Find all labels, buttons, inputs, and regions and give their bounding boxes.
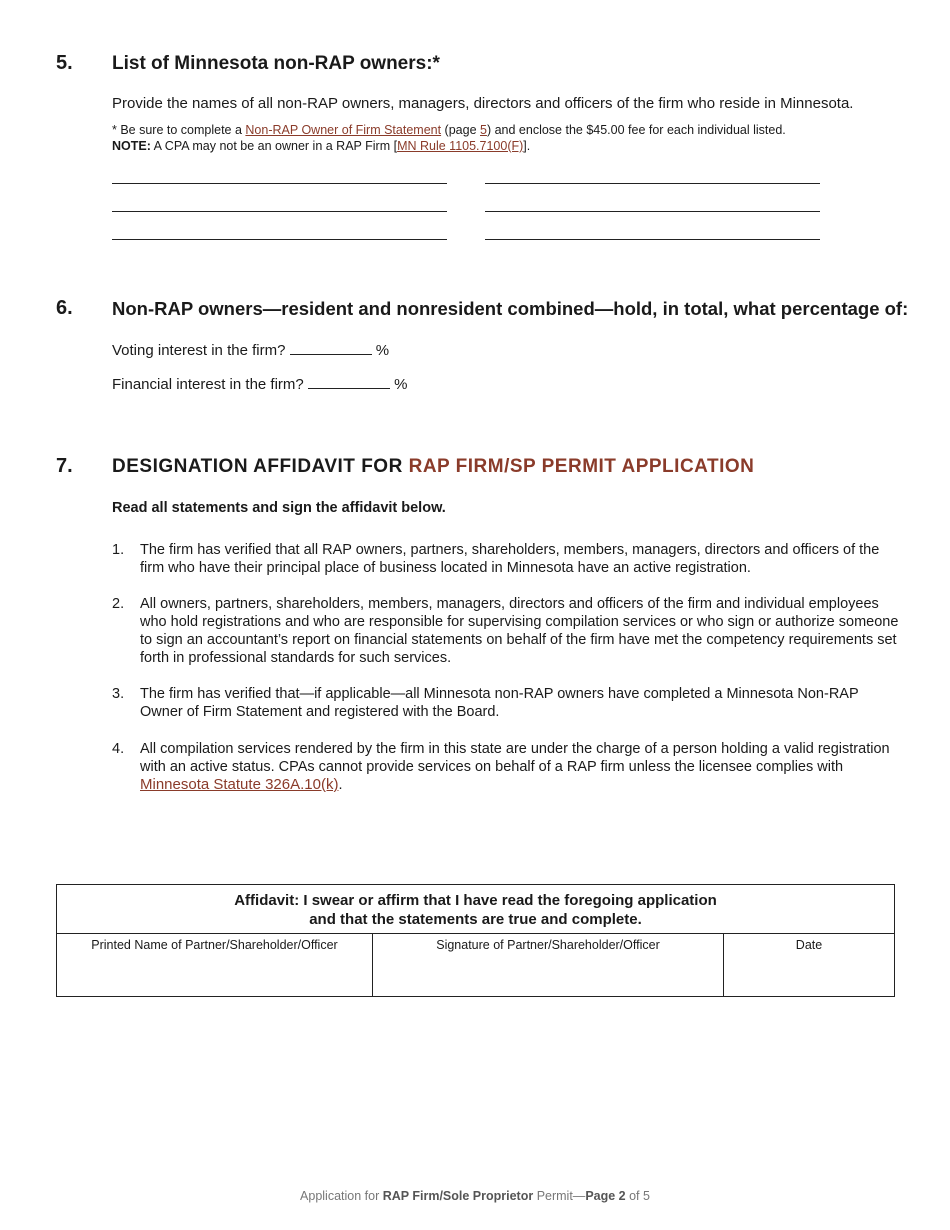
owner-name-line-1[interactable] [112, 183, 447, 184]
owner-name-line-4[interactable] [485, 211, 820, 212]
date-field[interactable]: Date [724, 934, 895, 997]
section-7-title: DESIGNATION AFFIDAVIT FOR RAP FIRM/SP PERMIT APPLICATION [112, 456, 755, 477]
signature-field[interactable]: Signature of Partner/Shareholder/Officer [373, 934, 724, 997]
owner-name-line-6[interactable] [485, 239, 820, 240]
affidavit-statement-4: 4. All compilation services rendered by the firm in this state are under the charge of a person holding a valid registration with an active status. CPAs cannot provide services on behalf of a RAP firm unless the licensee complies with Minnesota Statute 326A.10(k). [112, 741, 890, 793]
voting-percent-sign: % [375, 342, 390, 359]
financial-interest-field[interactable] [308, 374, 390, 389]
voting-interest-row [112, 340, 389, 359]
section-6-number: 6. [56, 297, 73, 319]
section-5-title: List of Minnesota non-RAP owners:* [112, 53, 440, 74]
page-footer: Application for RAP Firm/Sole Proprietor Permit—Page 2 of 5 [300, 1189, 650, 1203]
affidavit-statement-3: 3. The firm has verified that—if applicable—all Minnesota non-RAP owners have completed a Minnesota Non-RAP Owner of Firm Statement and registered with the Board. [112, 686, 859, 720]
voting-interest-field[interactable] [290, 340, 372, 355]
financial-interest-label: Financial interest in the firm? [112, 376, 304, 393]
financial-percent-sign: % [394, 376, 408, 393]
page-number: Page 2 [585, 1189, 626, 1203]
owner-name-line-2[interactable] [485, 183, 820, 184]
section-7-number: 7. [56, 455, 73, 477]
affidavit-signature-table [56, 884, 895, 997]
owner-name-line-3[interactable] [112, 211, 447, 212]
section-7-title-accent: RAP FIRM/SP PERMIT APPLICATION [408, 456, 755, 477]
non-rap-owner-statement-link[interactable]: Non-RAP Owner of Firm Statement [245, 123, 442, 137]
section-5-note1: * Be sure to complete a Non-RAP Owner of Firm Statement (page 5) and enclose the $45.00 fee for each individual listed. [112, 123, 786, 137]
mn-statute-link[interactable]: Minnesota Statute 326A.10(k) [140, 776, 339, 793]
section-5-number: 5. [56, 52, 73, 74]
financial-interest-row [112, 374, 407, 393]
section-5-note2: NOTE: A CPA may not be an owner in a RAP Firm [MN Rule 1105.7100(F)]. [112, 139, 531, 153]
affidavit-header: Affidavit: I swear or affirm that I have read the foregoing application and that the statements are true and complete. [57, 885, 895, 934]
section-6-title: Non-RAP owners—resident and nonresident combined—hold, in total, what percentage of: [112, 298, 909, 319]
page-5-link[interactable]: 5 [480, 123, 487, 137]
mn-rule-link[interactable]: MN Rule 1105.7100(F) [397, 139, 524, 153]
section-5-instruction: Provide the names of all non-RAP owners, managers, directors and officers of the firm who reside in Minnesota. [112, 95, 854, 112]
owner-name-line-5[interactable] [112, 239, 447, 240]
affidavit-statement-2: 2. All owners, partners, shareholders, members, managers, directors and officers of the firm and individual employees who hold registrations and who are responsible for supervising compilation services or who sign or authorize someone to sign an accountant’s report on financial statements on behalf of the firm have met the competency requirements set forth in professional standards for such services. [112, 596, 899, 666]
affidavit-statement-1: 1. The firm has verified that all RAP owners, partners, shareholders, members, managers, directors and officers of the firm who have their principal place of business located in Minnesota have an active registration. [112, 542, 880, 576]
section-7-subheading: Read all statements and sign the affidavit below. [112, 500, 446, 516]
voting-interest-label: Voting interest in the firm? [112, 342, 286, 359]
printed-name-field[interactable]: Printed Name of Partner/Shareholder/Officer [57, 934, 373, 997]
